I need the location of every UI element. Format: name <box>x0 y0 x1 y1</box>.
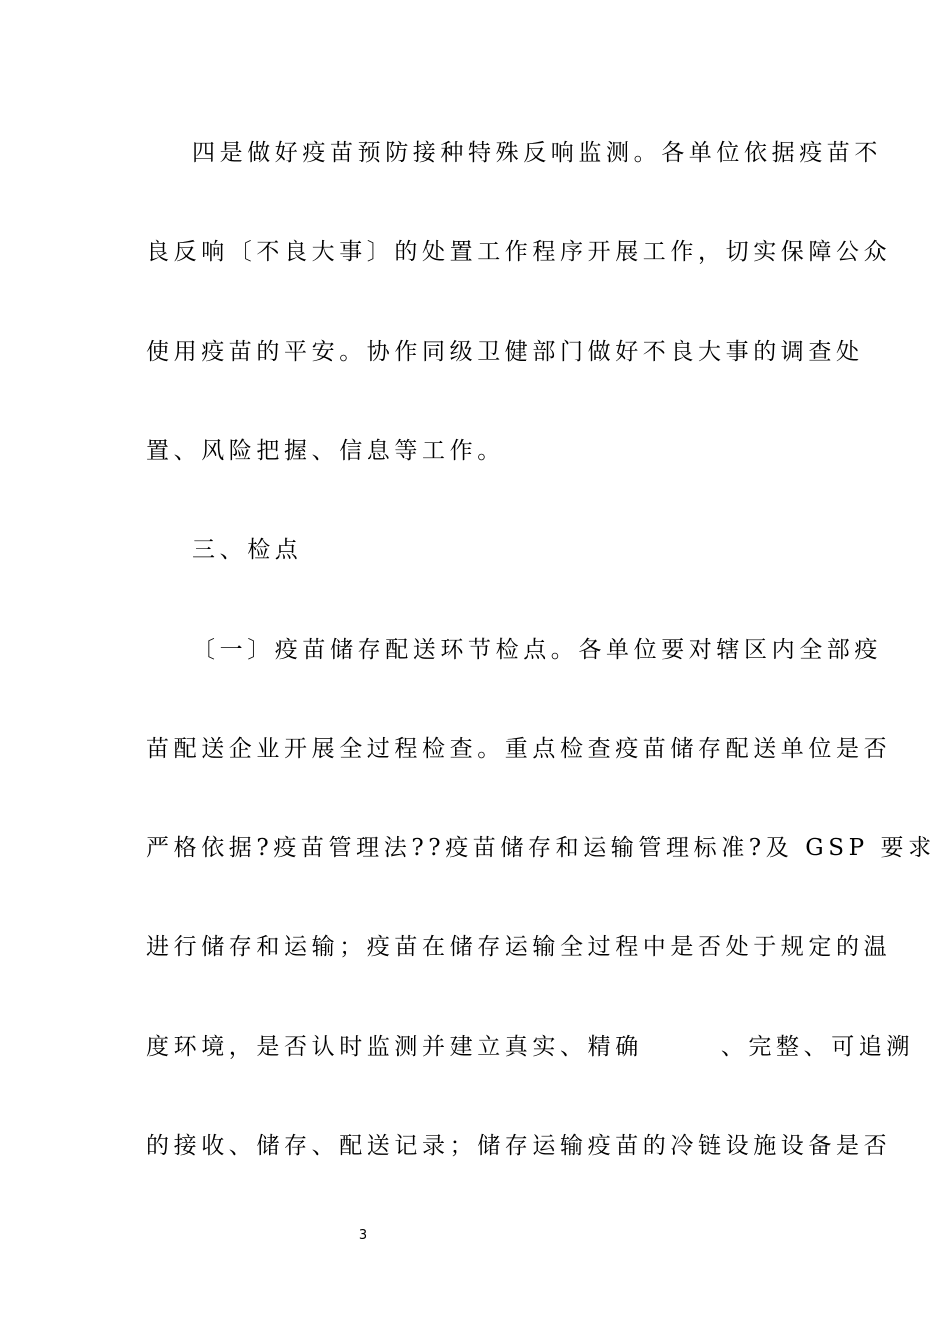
page-number: 3 <box>358 1228 368 1243</box>
paragraph-line-4: 置、风险把握、信息等工作。 <box>146 438 505 464</box>
paragraph-line-6: 苗配送企业开展全过程检查。重点检查疫苗储存配送单位是否 <box>146 736 892 762</box>
paragraph-line-9-part-b: 、完整、可追溯 <box>720 1034 915 1060</box>
paragraph-line-9-part-a: 度环境，是否认时监测并建立真实、精确 <box>146 1034 643 1060</box>
paragraph-line-2: 良反响〔不良大事〕的处置工作程序开展工作，切实保障公众 <box>146 239 892 265</box>
paragraph-line-9 <box>146 1032 915 1062</box>
paragraph-line-7: 严格依据?疫苗管理法??疫苗储存和运输管理标准?及 GSP 要求 <box>146 835 936 861</box>
paragraph-line-10: 的接收、储存、配送记录；储存运输疫苗的冷链设施设备是否 <box>146 1133 892 1159</box>
paragraph-line-8: 进行储存和运输；疫苗在储存运输全过程中是否处于规定的温 <box>146 934 892 960</box>
paragraph-line-3: 使用疫苗的平安。协作同级卫健部门做好不良大事的调查处 <box>146 339 864 365</box>
paragraph-line-1: 四是做好疫苗预防接种特殊反响监测。各单位依据疫苗不 <box>192 140 882 166</box>
section-heading: 三、检点 <box>192 537 303 563</box>
paragraph-line-5: 〔一〕疫苗储存配送环节检点。各单位要对辖区内全部疫 <box>192 637 882 663</box>
